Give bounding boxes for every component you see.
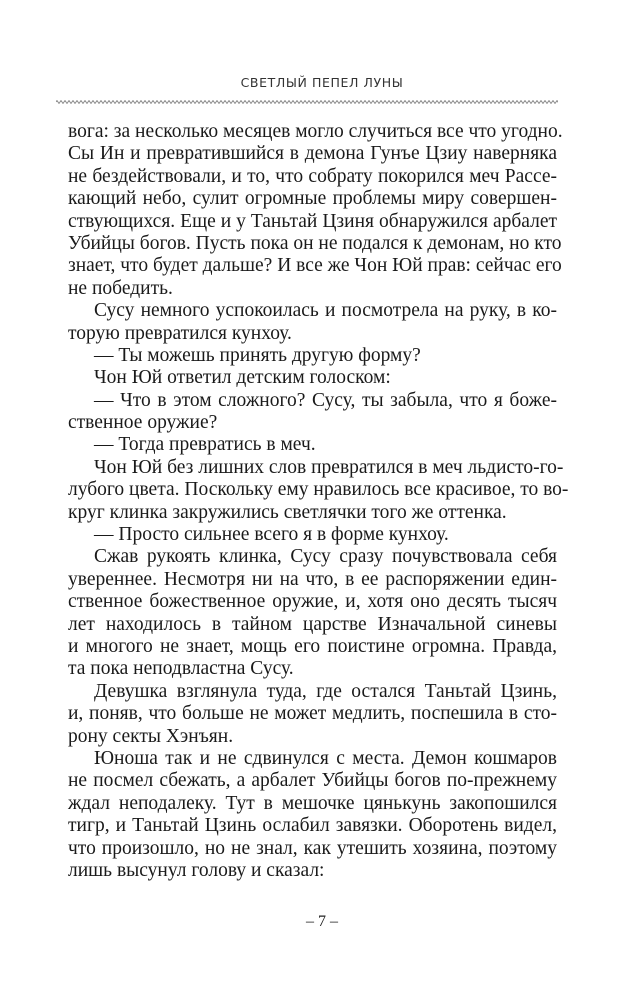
text-line: не победить. — [68, 277, 173, 299]
text-line: Девушка взглянула туда, где остался Таньтай Цзинь, — [94, 680, 557, 702]
text-line: не посмел сбежать, а арбалет Убийцы богов по-прежнему — [68, 770, 557, 792]
text-line: круг клинка закружились светлячки того же оттенка. — [68, 501, 507, 523]
text-line: лет находилось в тайном царстве Изначальной синевы — [68, 613, 557, 635]
paragraph — [68, 748, 557, 882]
text-line: Сусу немного успокоилась и посмотрела на руку, в ко- — [94, 300, 557, 322]
text-line: ственное оружие? — [68, 412, 218, 434]
text-line: знает, что будет дальше? И все же Чон Юй прав: сейчас его — [68, 255, 562, 277]
paragraph — [68, 300, 557, 345]
paragraph — [68, 390, 557, 435]
paragraph — [68, 434, 557, 456]
text-line: та пока неподвластна Сусу. — [68, 658, 294, 680]
page-number: – 7 – — [306, 913, 338, 930]
text-line: — Просто сильнее всего я в форме кунхоу. — [94, 524, 449, 546]
text-line: Юноша так и не сдвинулся с места. Демон кошмаров — [94, 747, 557, 769]
paragraph — [68, 681, 557, 748]
text-line: кающий небо, сулит огромные проблемы миру совершен- — [68, 188, 557, 210]
text-line: увереннее. Несмотря ни на что, в ее распоряжении един- — [68, 568, 557, 590]
text-line: Убийцы богов. Пусть пока он не подался к демонам, но кто — [68, 232, 562, 254]
text-line: ственное божественное оружие, и, хотя оно десять тысяч — [68, 591, 557, 613]
text-line: Сжав рукоять клинка, Сусу сразу почувствовала себя — [94, 546, 557, 568]
text-line: и многого не знает, мощь его поистине огромна. Правда, — [68, 635, 557, 657]
running-header: СВЕТЛЫЙ ПЕПЕЛ ЛУНЫ — [240, 75, 404, 90]
text-line: не бездействовали, и то, что собрату покорился меч Рассе- — [68, 165, 557, 187]
text-line: — Что в этом сложного? Сусу, ты забыла, что я боже- — [94, 389, 557, 411]
text-line: — Тогда превратись в меч. — [94, 434, 316, 456]
text-line: Чон Юй ответил детским голоском: — [94, 367, 391, 389]
text-line: ждал неподалеку. Тут в мешочке цянькунь закопошился — [68, 792, 557, 814]
text-line: лубого цвета. Поскольку ему нравилось все красивое, то во- — [68, 479, 569, 501]
wavy-divider — [56, 98, 558, 106]
text-line: ствующихся. Еще и у Таньтай Цзиня обнаружился арбалет — [68, 210, 557, 232]
text-line: рону секты Хэнъян. — [68, 725, 234, 747]
text-line: — Ты можешь принять другую форму? — [94, 344, 421, 366]
text-line: торую превратился кунхоу. — [68, 322, 292, 344]
paragraph — [68, 524, 557, 546]
paragraph — [68, 345, 557, 367]
text-line: Чон Юй без лишних слов превратился в меч льдисто-го- — [94, 456, 564, 478]
paragraph — [68, 121, 563, 300]
paragraph — [68, 367, 557, 389]
text-line: и, поняв, что больше не может медлить, поспешила в сто- — [68, 703, 557, 725]
text-line: что произошло, но не знал, как утешить хозяина, поэтому — [68, 837, 557, 859]
page-body-text — [68, 121, 569, 882]
paragraph — [68, 456, 569, 524]
text-line: тигр, и Таньтай Цзинь ослабил завязки. Оборотень видел, — [68, 815, 557, 837]
text-line: вога: за несколько месяцев могло случиться все что угодно. — [68, 121, 563, 142]
paragraph — [68, 546, 557, 680]
text-line: Сы Ин и превратившийся в демона Гунъе Цзиу наверняка — [68, 143, 557, 165]
text-line: лишь высунул голову и сказал: — [68, 859, 325, 881]
